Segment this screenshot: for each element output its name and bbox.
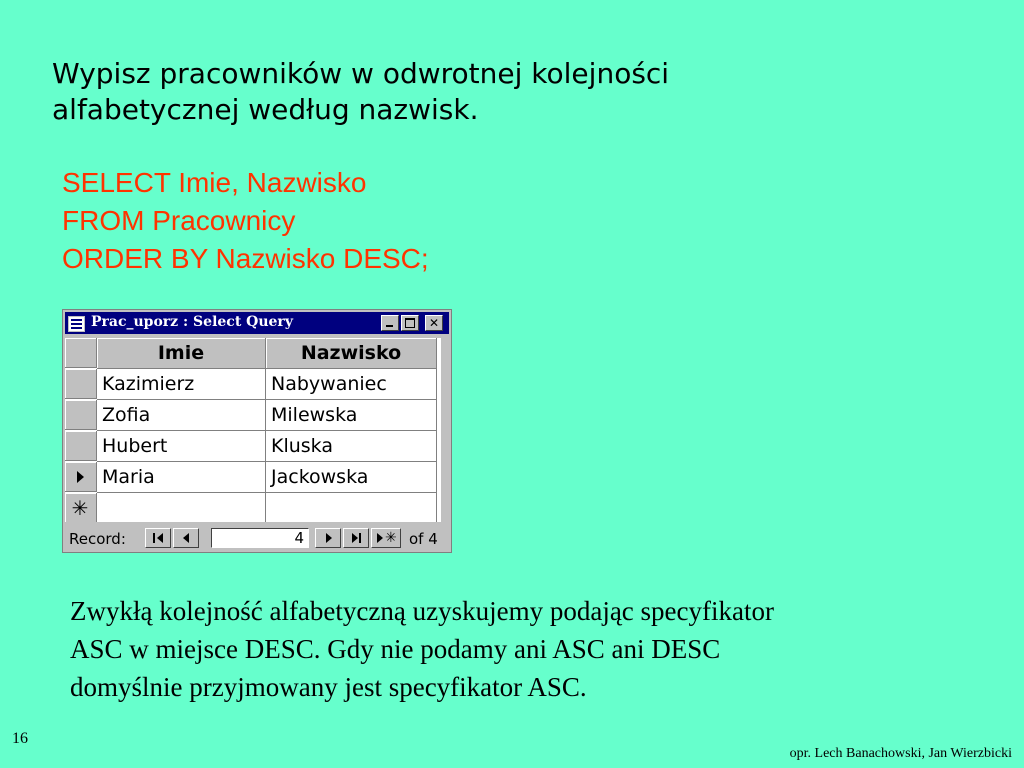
slide-title [52,56,952,128]
first-record-icon [157,533,163,543]
explanation-paragraph [70,592,990,706]
cell-imie[interactable]: Zofia [97,400,266,431]
select-all-corner[interactable] [65,338,97,368]
record-label: Record: [69,530,126,548]
new-record-button[interactable] [371,528,401,548]
close-button[interactable]: ✕ [425,315,443,331]
page-number: 16 [12,730,28,747]
table-row [65,369,441,400]
cell-imie[interactable] [97,493,266,522]
cell-imie[interactable]: Maria [97,462,266,493]
asterisk-icon: ✳ [385,530,397,546]
cell-nazwisko[interactable]: Jackowska [266,462,437,493]
column-header-imie[interactable]: Imie [97,338,266,369]
cell-imie[interactable]: Hubert [97,431,266,462]
cell-nazwisko[interactable]: Milewska [266,400,437,431]
row-selector[interactable] [65,462,97,492]
last-record-icon [359,533,361,543]
record-count: of 4 [409,530,438,548]
minimize-button[interactable] [381,315,399,331]
datasheet-icon [68,316,85,332]
paragraph-line: ASC w miejsce DESC. Gdy nie podamy ani ASC ani DESC [70,634,721,664]
row-selector[interactable] [65,493,97,522]
table-row [65,400,441,431]
column-header-nazwisko[interactable]: Nazwisko [266,338,437,369]
sql-line: FROM Pracownicy [62,205,296,236]
header-row [65,338,441,369]
last-record-icon [352,533,358,543]
previous-record-icon [183,533,189,543]
sql-code [62,164,429,278]
first-record-button[interactable] [145,528,171,548]
maximize-button[interactable] [401,315,419,331]
table-row [65,462,441,493]
datasheet-grid [65,338,451,522]
row-selector[interactable] [65,400,97,430]
paragraph-line: domyślnie przyjmowany jest specyfikator ASC. [70,672,587,702]
cell-nazwisko[interactable]: Nabywaniec [266,369,437,400]
current-record-input[interactable]: 4 [211,528,309,548]
cell-nazwisko[interactable]: Kluska [266,431,437,462]
paragraph-line: Zwykłą kolejność alfabetyczną uzyskujemy podając specyfikator [70,596,774,626]
table-row [65,431,441,462]
window-titlebar[interactable] [65,312,449,334]
sql-line: SELECT Imie, Nazwisko [62,167,367,198]
new-record-row [65,493,441,522]
slide-title-line: alfabetycznej według nazwisk. [52,93,479,126]
previous-record-button[interactable] [173,528,199,548]
window-title: Prac_uporz : Select Query [91,314,293,330]
query-window [62,309,452,553]
next-record-icon [326,533,332,543]
slide-title-line: Wypisz pracowników w odwrotnej kolejności [52,57,670,90]
sql-line: ORDER BY Nazwisko DESC; [62,243,429,274]
new-record-icon: ✳ [71,496,89,520]
arrow-right-icon [77,471,84,483]
next-record-button[interactable] [315,528,341,548]
cell-nazwisko[interactable] [266,493,437,522]
author-credit: opr. Lech Banachowski, Jan Wierzbicki [789,746,1012,761]
last-record-button[interactable] [343,528,369,548]
row-selector[interactable] [65,431,97,461]
cell-imie[interactable]: Kazimierz [97,369,266,400]
row-selector[interactable] [65,369,97,399]
first-record-icon [153,533,155,543]
new-record-nav-icon [377,533,383,543]
vertical-scrollbar[interactable] [441,338,451,522]
record-navigation [65,526,451,550]
